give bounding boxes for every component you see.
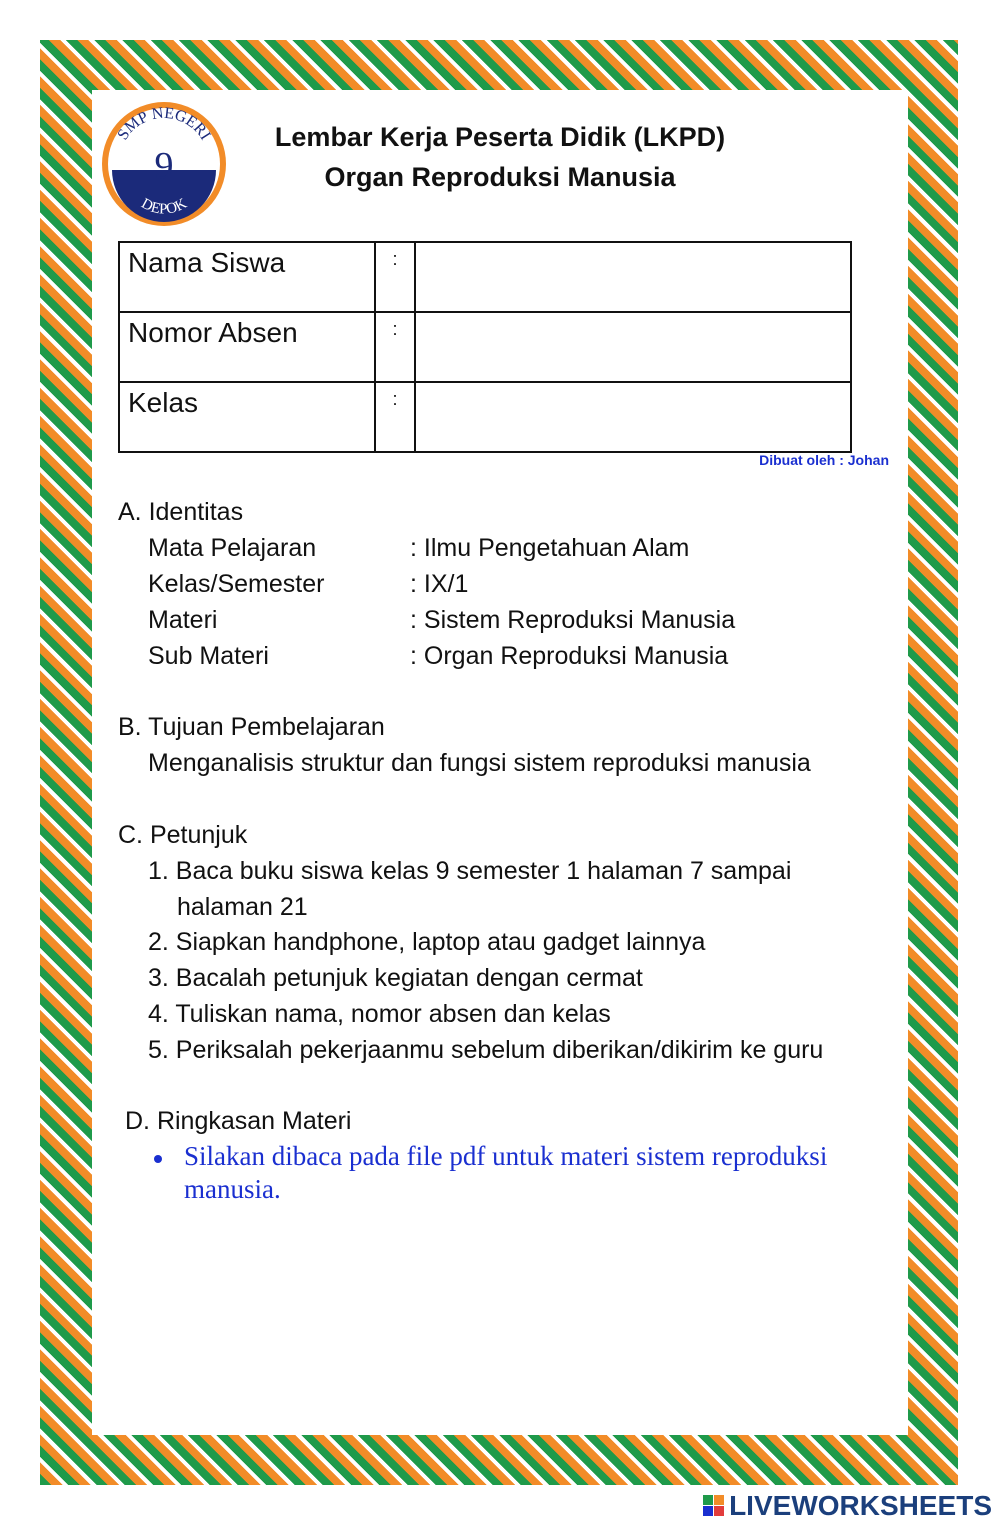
identity-table: [118, 241, 852, 453]
section-d-heading: D. Ringkasan Materi: [125, 1107, 352, 1135]
list-item: halaman 21: [177, 893, 308, 921]
author-credit: Dibuat oleh : Johan: [759, 452, 889, 468]
colon-separator: :: [375, 242, 415, 312]
class-field[interactable]: [415, 382, 851, 452]
name-label: Nama Siswa: [119, 242, 375, 312]
class-label: Kelas: [119, 382, 375, 452]
list-item: 2. Siapkan handphone, laptop atau gadget lainnya: [148, 928, 706, 956]
section-c-heading: C. Petunjuk: [118, 821, 248, 849]
section-b-heading: B. Tujuan Pembelajaran: [118, 713, 385, 741]
identity-label: Materi: [148, 606, 218, 634]
attendance-number-label: Nomor Absen: [119, 312, 375, 382]
section-a-heading: A. Identitas: [118, 498, 244, 526]
list-item: 3. Bacalah petunjuk kegiatan dengan cermat: [148, 964, 643, 992]
identity-label: Mata Pelajaran: [148, 534, 317, 562]
learning-objective: Menganalisis struktur dan fungsi sistem reproduksi manusia: [148, 749, 811, 777]
table-row: [119, 242, 851, 312]
list-item: 5. Periksalah pekerjaanmu sebelum diberikan/dikirim ke guru: [148, 1036, 824, 1064]
colon-separator: :: [375, 312, 415, 382]
logo-bottom-text: DEPOK: [138, 195, 190, 218]
liveworksheets-mark-icon: [703, 1495, 725, 1517]
brand-name: LIVEWORKSHEETS: [729, 1490, 992, 1521]
identity-label: Kelas/Semester: [148, 570, 325, 598]
colon-separator: :: [375, 382, 415, 452]
identity-value: : Organ Reproduksi Manusia: [410, 642, 729, 670]
page-title: Lembar Kerja Peserta Didik (LKPD): [274, 122, 726, 152]
liveworksheets-logo[interactable]: [703, 1490, 992, 1522]
identity-value: : Ilmu Pengetahuan Alam: [410, 534, 690, 562]
material-summary: Silakan dibaca pada file pdf untuk materi sistem reproduksi manusia.: [184, 1141, 828, 1204]
attendance-number-field[interactable]: [415, 312, 851, 382]
list-item: 1. Baca buku siswa kelas 9 semester 1 halaman 7 sampai: [148, 857, 792, 885]
table-row: [119, 312, 851, 382]
name-field[interactable]: [415, 242, 851, 312]
page-subtitle: Organ Reproduksi Manusia: [324, 162, 676, 192]
table-row: [119, 382, 851, 452]
identity-value: : IX/1: [410, 570, 469, 598]
logo-number: 9: [154, 145, 174, 187]
school-logo: [100, 100, 228, 228]
list-item: 4. Tuliskan nama, nomor absen dan kelas: [148, 1000, 611, 1028]
identity-value: : Sistem Reproduksi Manusia: [410, 606, 736, 634]
identity-label: Sub Materi: [148, 642, 269, 670]
logo-top-text: SMP NEGERI: [114, 104, 214, 144]
bullet-icon: [154, 1155, 162, 1163]
